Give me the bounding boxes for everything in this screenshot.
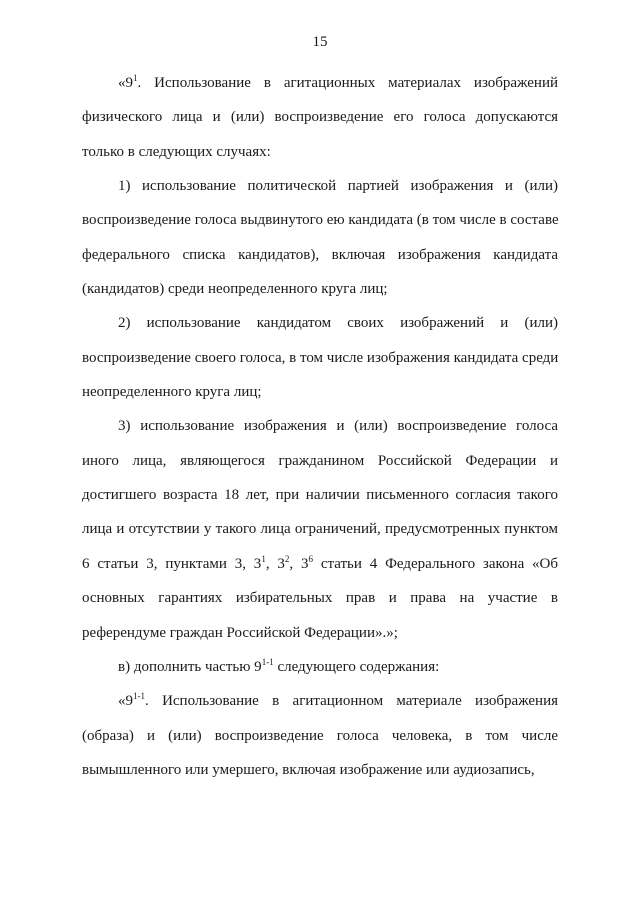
text-line xyxy=(82,375,558,409)
superscript: 1 xyxy=(133,73,138,83)
text-run: достигшего возраста 18 лет, при наличии письменного согласия такого xyxy=(82,487,558,504)
paragraph xyxy=(82,66,558,169)
text-line xyxy=(82,616,558,650)
text-line xyxy=(82,650,558,684)
text-line xyxy=(82,444,558,478)
text-line xyxy=(82,719,558,753)
text-run: иного лица, являющегося гражданином Российской Федерации и xyxy=(82,452,558,469)
paragraph xyxy=(82,306,558,409)
paragraph xyxy=(82,684,558,787)
superscript: 1 xyxy=(261,553,266,564)
document-body xyxy=(82,66,558,787)
text-run: . Использование в агитационном материале изображения xyxy=(145,693,558,710)
superscript: 2 xyxy=(284,553,290,564)
text-run: референдуме граждан Российской Федерации».»; xyxy=(82,624,398,641)
text-run: «9 xyxy=(118,693,133,710)
text-line xyxy=(82,478,558,512)
text-run: неопределенного круга лиц; xyxy=(82,384,262,401)
text-line xyxy=(82,753,558,787)
text-run: воспроизведение голоса выдвинутого ею кандидата (в том числе в составе xyxy=(82,212,559,229)
paragraph xyxy=(82,169,558,306)
text-run: следующего содержания: xyxy=(273,658,440,675)
text-line xyxy=(82,547,558,581)
text-run: , 3 xyxy=(265,555,285,572)
text-run: 1) использование политической партией изображения и (или) xyxy=(118,178,558,195)
text-line xyxy=(82,512,558,546)
text-line xyxy=(82,306,558,340)
text-run: . Использование в агитационных материалах изображений xyxy=(137,75,558,91)
text-line xyxy=(82,581,558,615)
text-run: федерального списка кандидатов), включая изображения кандидата xyxy=(82,246,558,263)
text-run: (кандидатов) среди неопределенного круга лиц; xyxy=(82,281,388,298)
text-line xyxy=(82,135,558,169)
text-run: только в следующих случаях: xyxy=(82,143,271,160)
text-line xyxy=(82,272,558,306)
superscript: 1-1 xyxy=(261,656,274,667)
text-run: вымышленного или умершего, включая изображение или аудиозапись, xyxy=(82,761,535,778)
text-line xyxy=(82,238,558,272)
text-line xyxy=(82,409,558,443)
text-run: в) дополнить частью 9 xyxy=(118,658,262,675)
text-line xyxy=(82,100,558,134)
text-line xyxy=(82,341,558,375)
text-run: «9 xyxy=(118,75,133,91)
text-line xyxy=(82,66,558,100)
text-line xyxy=(82,169,558,203)
text-run: воспроизведение своего голоса, в том числе изображения кандидата среди xyxy=(82,349,559,366)
text-run: , 3 xyxy=(289,555,309,572)
superscript: 6 xyxy=(308,553,313,564)
superscript: 1-1 xyxy=(133,691,145,702)
text-run: 2) использование кандидатом своих изображений и (или) xyxy=(118,315,558,332)
text-run: физического лица и (или) воспроизведение его голоса допускаются xyxy=(82,109,558,126)
page-number: 15 xyxy=(312,34,328,50)
text-run: 6 статьи 3, пунктами 3, 3 xyxy=(82,555,262,572)
text-run: лица и отсутствии у такого лица ограничений, предусмотренных пунктом xyxy=(82,521,558,538)
paragraph xyxy=(82,409,558,649)
paragraph xyxy=(82,650,558,684)
text-line xyxy=(82,684,558,718)
text-run: (образа) и (или) воспроизведение голоса человека, в том числе xyxy=(82,727,558,744)
text-run: статьи 4 Федерального закона «Об xyxy=(313,555,559,572)
text-line xyxy=(82,203,558,237)
text-run: основных гарантиях избирательных прав и права на участие в xyxy=(82,590,558,607)
text-run: 3) использование изображения и (или) воспроизведение голоса xyxy=(118,418,558,435)
